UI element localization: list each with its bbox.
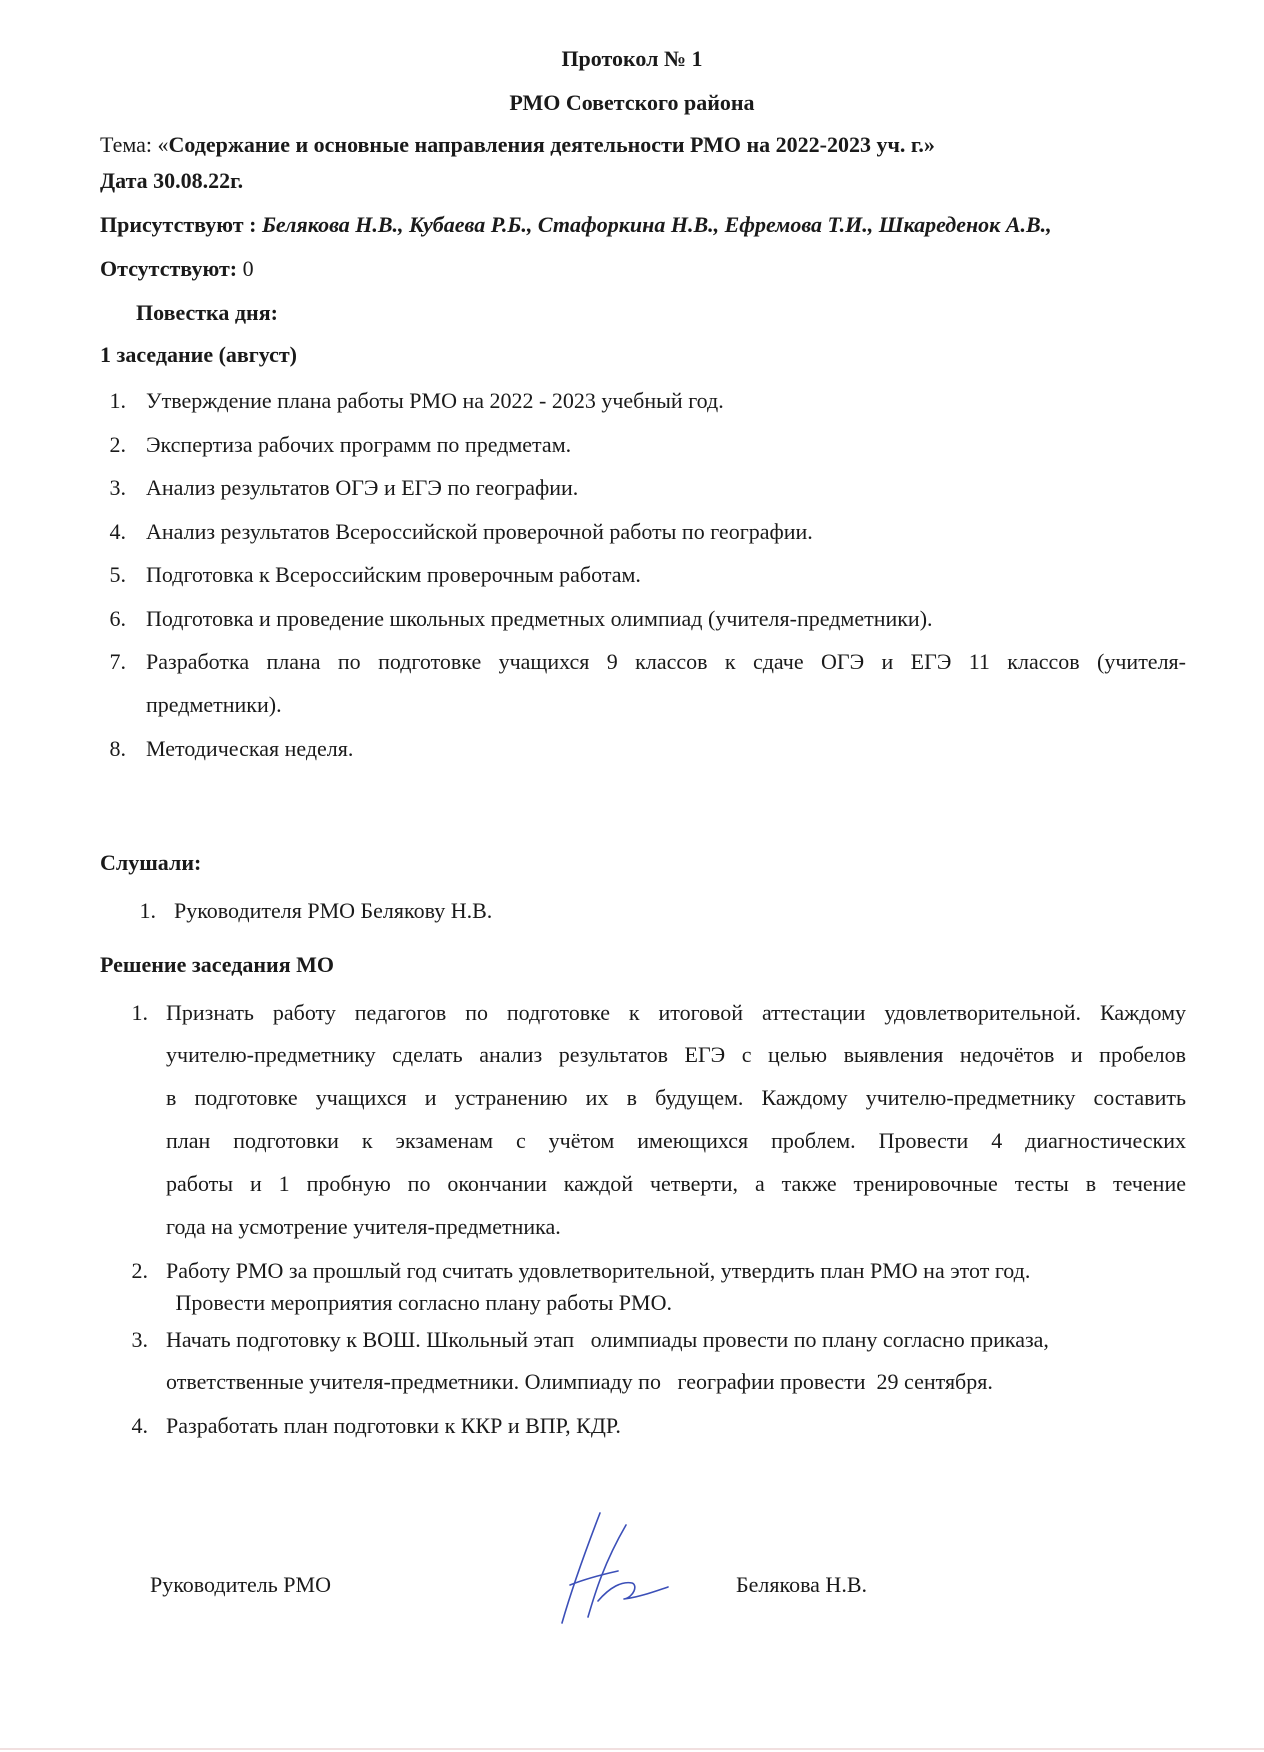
handwritten-signature	[540, 1505, 680, 1635]
protocol-subtitle: РМО Советского района	[509, 90, 755, 115]
absent-value: 0	[237, 256, 254, 281]
list-item-line: Провести мероприятия согласно плану работы РМО.	[170, 1290, 672, 1315]
meeting-date: Дата 30.08.22г.	[100, 168, 244, 193]
topic-label: Тема: «	[100, 132, 169, 157]
protocol-title: Протокол № 1	[561, 46, 703, 71]
heard-heading: Слушали:	[100, 850, 202, 875]
list-item-line: года на усмотрение учителя-предметника.	[166, 1214, 561, 1239]
absent-line	[100, 254, 254, 284]
list-item-line: план подготовки к экзаменам с учётом имеющихся проблем. Провести 4 диагностических	[166, 1128, 1186, 1153]
list-item-line: учителю-предметнику сделать анализ результатов ЕГЭ с целью выявления недочётов и пробелов	[166, 1042, 1186, 1067]
list-item-line: в подготовке учащихся и устранению их в будущем. Каждому учителю-предметнику составить	[166, 1085, 1186, 1110]
present-names: Белякова Н.В., Кубаева Р.Б., Стафоркина Н.В., Ефремова Т.И., Шкареденок А.В.,	[256, 212, 1052, 237]
present-label: Присутствуют :	[100, 212, 257, 237]
session-title: 1 заседание (август)	[100, 342, 298, 367]
topic-text: Содержание и основные направления деятельности РМО на 2022-2023 уч. г.»	[168, 132, 935, 157]
document-page: Протокол № 1 РМО Советского района Тема: «Содержание и основные направления деятельности РМО на 2022-2023 уч. г.» Дата 30.08.22г. Присутствуют : Белякова Н.В., Кубаева Р.Б., Стафоркина Н.В., Ефремова Т.И., Шкареденок А.В., Отсутствуют: 0 Повестка дня: 1 заседание (август) 1. Утверждение плана работы РМО на 2022 - 2023 учебный год. 2. Экспертиза рабочих программ по предметам. 3. Анализ результатов ОГЭ и ЕГЭ по географии. 4. Анализ результатов Всероссийской проверочной работы по географии. 5. Подготовка к Всероссийским проверочным работам. 6. Подготовка и проведение школьных предметных олимпиад (учителя-предметники). 7. Разработка плана по подготовке учащихся 9 классов к сдаче ОГЭ и ЕГЭ 11 классов (учителя- предметники). 8. Методическая неделя. Слушали: 1. Руководителя РМО Белякову Н.В. Решение заседания МО 1. Признать работу педагогов по подготовке к итоговой аттестации удовлетворительной. Каждому учителю-предметнику сделать анализ результатов ЕГЭ с целью выявления недочётов и пробелов в подготовке учащихся и устранению их в будущем. Каждому учителю-предметнику составить план подготовки к экзаменам с учётом имеющихся проблем. Провести 4 диагностических работы и 1 пробную по окончании каждой четверти, а также тренировочные тесты в течение года на усмотрение учителя-предметника. 2. Работу РМО за прошлый год считать удовлетворительной, утвердить план РМО на этот год. Провести мероприятия согласно плану работы РМО. 3. Начать подготовку к ВОШ. Школьный этап олимпиады провести по плану согласно приказа, ответственные учителя-предметники. Олимпиаду по географии провести 29 сентября. 4. Разработать план подготовки к ККР и ВПР, КДР. Руководитель РМО Белякова Н.В.	[0, 0, 1264, 1752]
absent-label: Отсутствуют:	[100, 256, 238, 281]
list-item-line: ответственные учителя-предметники. Олимпиаду по географии провести 29 сентября.	[166, 1369, 993, 1394]
list-item-line: работы и 1 пробную по окончании каждой четверти, а также тренировочные тесты в течение	[166, 1171, 1186, 1196]
signature-name: Белякова Н.В.	[736, 1572, 867, 1597]
present-line	[100, 210, 1052, 240]
topic-line	[100, 130, 935, 160]
agenda-heading: Повестка дня:	[136, 300, 278, 325]
signature-strokes	[562, 1513, 668, 1623]
list-item-continuation: предметники).	[146, 692, 282, 717]
decision-heading: Решение заседания МО	[100, 952, 334, 977]
scan-edge-mark	[0, 1748, 1264, 1750]
signature-role: Руководитель РМО	[150, 1572, 331, 1597]
